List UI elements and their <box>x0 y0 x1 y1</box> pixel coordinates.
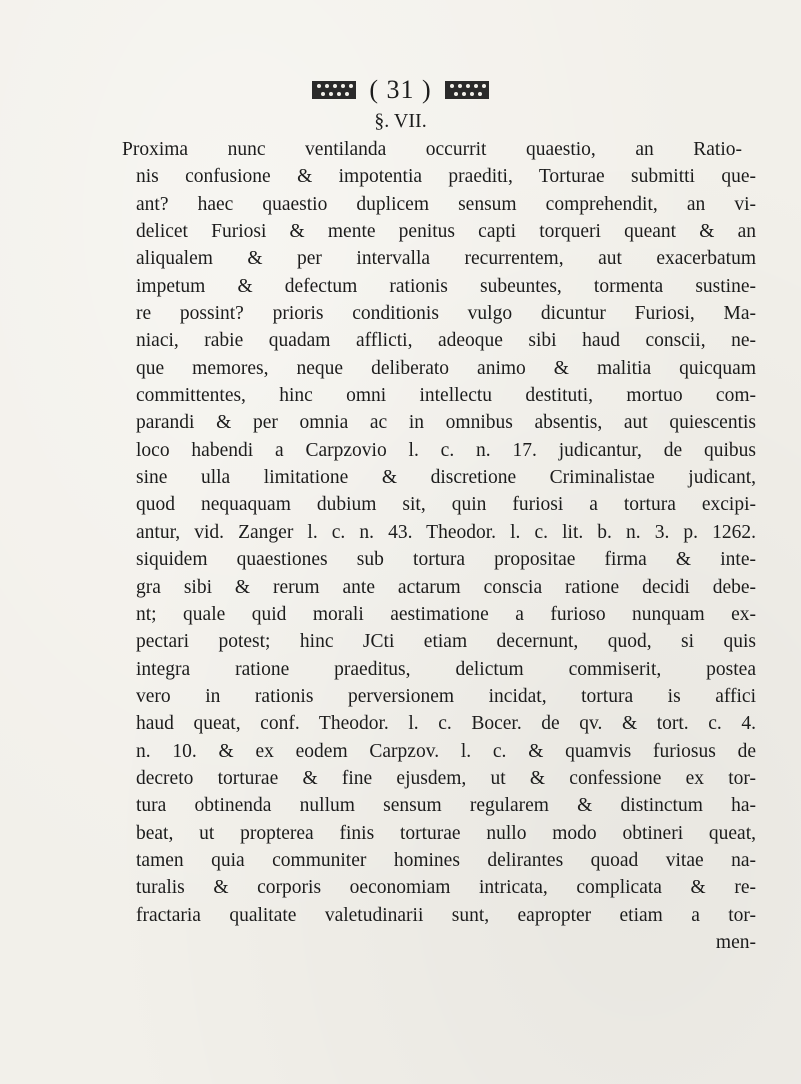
text-line: integra ratione praeditus, delictum commiserit, postea <box>136 658 756 680</box>
text-line: turalis & corporis oeconomiam intricata, complicata & re- <box>136 877 756 899</box>
text-line: haud queat, conf. Theodor. l. c. Bocer. de qv. & tort. c. 4. <box>136 713 756 735</box>
text-line: tura obtinenda nullum sensum regularem & distinctum ha- <box>136 795 756 817</box>
text-line: committentes, hinc omni intellectu destituti, mortuo com- <box>136 385 756 407</box>
text-line: loco habendi a Carpzovio l. c. n. 17. judicantur, de quibus <box>136 439 756 461</box>
text-line: que memores, neque deliberato animo & malitia quicquam <box>136 357 756 379</box>
text-line: nis confusione & impotentia praediti, Torturae submitti que- <box>136 166 756 188</box>
text-line: gra sibi & rerum ante actarum conscia ratione decidi debe- <box>136 576 756 598</box>
text-line: impetum & defectum rationis subeuntes, tormenta sustine- <box>136 275 756 297</box>
text-line: beat, ut propterea finis torturae nullo modo obtineri queat, <box>136 822 756 844</box>
text-line: vero in rationis perversionem incidat, tortura is affici <box>136 685 756 707</box>
text-line: tamen quia communiter homines delirantes quoad vitae na- <box>136 849 756 871</box>
page-number: ( 31 ) <box>369 75 432 104</box>
text-line: delicet Furiosi & mente penitus capti torqueri queant & an <box>136 221 756 243</box>
text-line: re possint? prioris conditionis vulgo dicuntur Furiosi, Ma- <box>136 303 756 325</box>
text-line: nt; quale quid morali aestimatione a furioso nunquam ex- <box>136 603 756 625</box>
body-text <box>122 136 776 956</box>
text-line: fractaria qualitate valetudinarii sunt, eapropter etiam a tor- <box>136 904 756 926</box>
printers-ornament-icon <box>311 79 357 101</box>
text-line: sine ulla limitatione & discretione Criminalistae judicant, <box>136 467 756 489</box>
text-line: antur, vid. Zanger l. c. n. 43. Theodor. l. c. lit. b. n. 3. p. 1262. <box>136 521 756 543</box>
text-line: decreto torturae & fine ejusdem, ut & confessione ex tor- <box>136 767 756 789</box>
printers-ornament-icon <box>444 79 490 101</box>
text-line: pectari potest; hinc JCti etiam decernunt, quod, si quis <box>136 631 756 653</box>
text-line: n. 10. & ex eodem Carpzov. l. c. & quamvis furiosus de <box>136 740 756 762</box>
text-line: Proxima nunc ventilanda occurrit quaestio, an Ratio- <box>122 139 742 160</box>
section-heading: §. VII. <box>374 110 427 132</box>
text-line: parandi & per omnia ac in omnibus absentis, aut quiescentis <box>136 412 756 434</box>
text-line: aliqualem & per intervalla recurrentem, aut exacerbatum <box>136 248 756 270</box>
catchword: men- <box>715 931 756 953</box>
running-header <box>0 70 801 110</box>
text-line: quod nequaquam dubium sit, quin furiosi a tortura excipi- <box>136 494 756 516</box>
text-line: siquidem quaestiones sub tortura propositae firma & inte- <box>136 549 756 571</box>
text-line: ant? haec quaestio duplicem sensum comprehendit, an vi- <box>136 193 756 215</box>
text-line: niaci, rabie quadam afflicti, adeoque sibi haud conscii, ne- <box>136 330 756 352</box>
